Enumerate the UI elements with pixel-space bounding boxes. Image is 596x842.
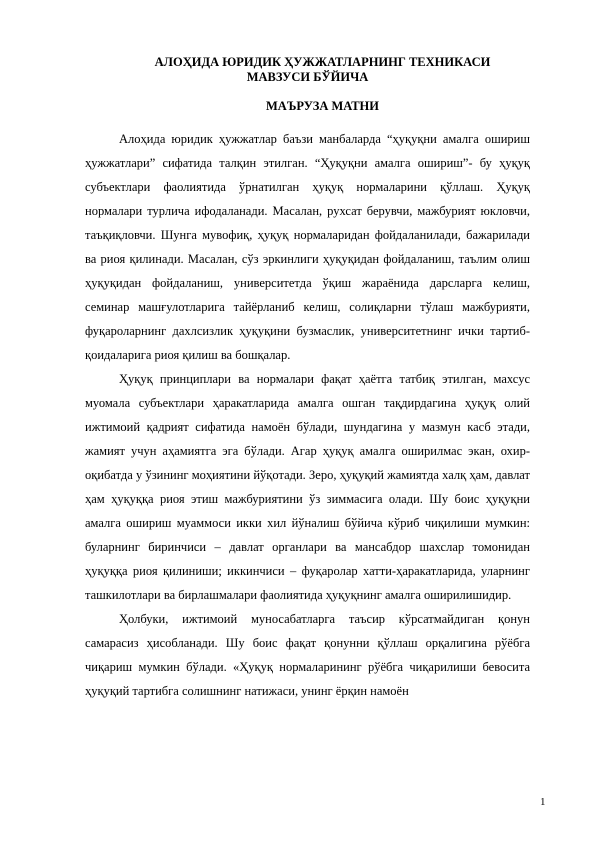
document-subtitle: МАЪРУЗА МАТНИ: [266, 99, 379, 113]
paragraph-3: Ҳолбуки, ижтимоий муносабатларга таъсир кўрсатмайдиган қонун самарасиз ҳисобланади. Шу боис фақат қонунни қўллаш орқалигина рўёбга чиқариш мумкин бўлади. «Ҳуқуқ нормаларининг рўёбга чиқарилиши бевосита ҳуқуқий тартибга солишнинг натижаси, унинг ёрқин намоён: [85, 611, 530, 698]
document-title-line1: АЛОҲИДА ЮРИДИК ҲУЖЖАТЛАРНИНГ ТЕХНИКАСИ: [154, 55, 491, 69]
page-number: 1: [540, 796, 546, 808]
paragraph-1: Алоҳида юридик ҳужжатлар баъзи манбаларда “ҳуқуқни амалга ошириш ҳужжатлари” сифатида талқин этилган. “Ҳуқуқни амалга ошириш”- бу ҳуқуқ субъектлари фаолиятида ўрнатилган ҳуқуқ нормаларини қўллаш. Ҳуқуқ нормалари турлича ифодаланади. Масалан, рухсат берувчи, мажбурият юкловчи, таъқиқловчи. Шунга мувофиқ, ҳуқуқ нормаларидан фойдаланилади, бажарилади ва риоя қилинади. Масалан, сўз эркинлиги ҳуқуқидан фойдаланиш, таълим олиш ҳуқуқидан фойдаланиш, университетда ўқиш жараёнида дарсларга келиш, семинар машғулотларига тайёрланиб келиш, солиқларни тўлаш мажбурияти, фуқароларнинг дахлсизлик ҳуқуқини бузмаслик, университетнинг ички тартиб-қоидаларига риоя қилиш ва бошқалар.: [85, 131, 530, 362]
paragraph-2: Ҳуқуқ принциплари ва нормалари фақат ҳаётга татбиқ этилган, махсус муомала субъектлари ҳаракатларида амалга ошган тақдирдагина ҳуқуқ олий ижтимоий қадрият сифатида намоён бўлади, шундагина у мазмун касб этади, жамият учун аҳамиятга эга бўлади. Агар ҳуқуқ амалга оширилмас экан, охир-оқибатда у ўзининг моҳиятини йўқотади. Зеро, ҳуқуқий жамиятда халқ ҳам, давлат ҳам ҳуқуққа риоя этиш мажбуриятини ўз зиммасига олади. Шу боис ҳуқуқни амалга ошириш муаммоси икки хил йўналиш бўйича кўриб чиқилиши мумкин: буларнинг биринчиси – давлат органлари ва мансабдор шахслар томонидан ҳуқуққа риоя қилиниши; иккинчиси – фуқаролар хатти-ҳаракатларида, уларнинг ташкилотлари ва бирлашмалари фаолиятида ҳуқуқнинг амалга оширилишидир.: [85, 371, 530, 602]
document-page: [85, 55, 530, 703]
document-title-line2: МАВЗУСИ БЎЙИЧА: [246, 70, 369, 84]
